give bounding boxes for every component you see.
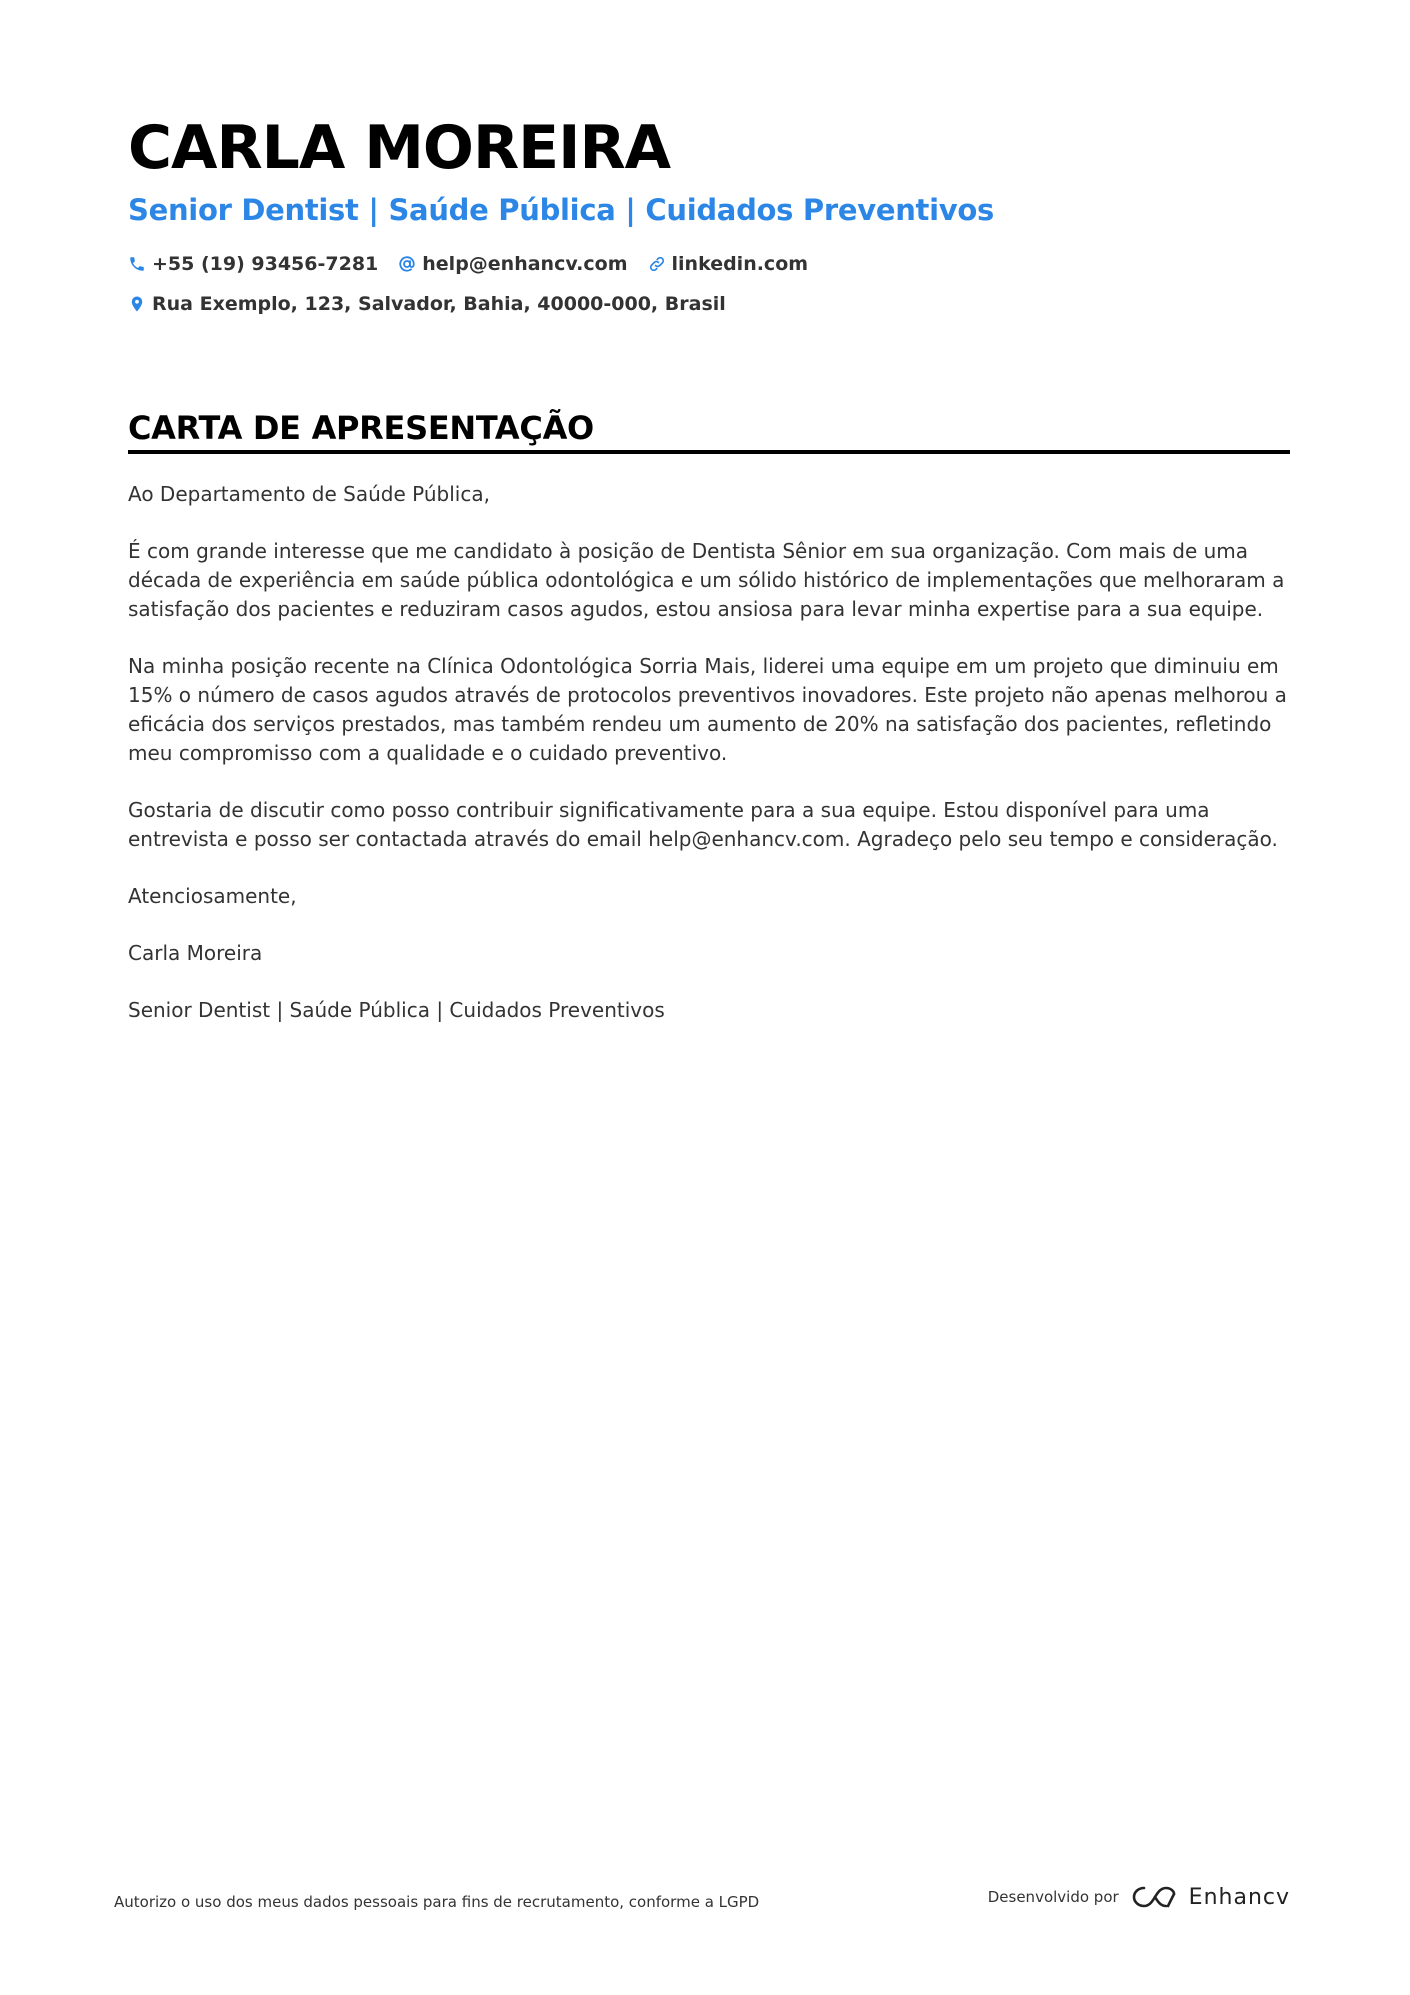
contact-row [128, 253, 828, 275]
powered-by-label: Desenvolvido por [987, 1888, 1119, 1906]
candidate-headline: Senior Dentist | Saúde Pública | Cuidados Preventivos [128, 193, 994, 227]
letter-closing: Atenciosamente, [128, 884, 297, 908]
letter-body [128, 480, 1290, 1053]
address-row [128, 293, 746, 315]
link-icon [648, 255, 666, 273]
letter-paragraph: Na minha posição recente na Clínica Odontológica Sorria Mais, liderei uma equipe em um projeto que diminuiu em 15% o número de casos agudos através de protocolos preventivos inovadores. Este projeto não apenas melhorou a eficácia dos serviços prestados, mas também rendeu um aumento de 20% na satisfação dos pacientes, refletindo meu compromisso com a qualidade e o cuidado preventivo. [128, 654, 1287, 765]
enhancv-brand: Enhancv [1188, 1884, 1290, 1910]
at-icon [398, 255, 416, 273]
letter-greeting: Ao Departamento de Saúde Pública, [128, 482, 490, 506]
contact-link[interactable] [648, 253, 809, 275]
letter-paragraph: É com grande interesse que me candidato à posição de Dentista Sênior em sua organização. Com mais de uma década de experiência em saúde pública odontológica e um sólido histórico de implementações que melhoraram a satisfação dos pacientes e reduziram casos agudos, estou ansiosa para levar minha expertise para a sua equipe. [128, 539, 1285, 621]
location-pin-icon [128, 295, 146, 313]
section-divider [128, 450, 1290, 454]
letter-paragraph: Gostaria de discutir como posso contribuir significativamente para a sua equipe. Estou disponível para uma entrevista e posso ser contactada através do email help@enhancv.com. Agradeço pelo seu tempo e consideração. [128, 798, 1278, 851]
contact-email[interactable] [398, 253, 627, 275]
contact-address [128, 293, 726, 315]
email-text: help@enhancv.com [422, 253, 628, 275]
enhancv-logo-icon [1131, 1884, 1179, 1910]
link-text: linkedin.com [671, 253, 809, 275]
phone-text: +55 (19) 93456-7281 [152, 253, 379, 275]
consent-note: Autorizo o uso dos meus dados pessoais para fins de recrutamento, conforme a LGPD [114, 1893, 760, 1911]
address-text: Rua Exemplo, 123, Salvador, Bahia, 40000-000, Brasil [152, 293, 726, 315]
candidate-name: CARLA MOREIRA [128, 113, 671, 183]
contact-phone [128, 253, 378, 275]
phone-icon [128, 255, 146, 273]
powered-by[interactable] [988, 1884, 1290, 1910]
signature-name: Carla Moreira [128, 941, 263, 965]
section-title: CARTA DE APRESENTAÇÃO [128, 409, 594, 447]
signature-title: Senior Dentist | Saúde Pública | Cuidados Preventivos [128, 998, 665, 1022]
